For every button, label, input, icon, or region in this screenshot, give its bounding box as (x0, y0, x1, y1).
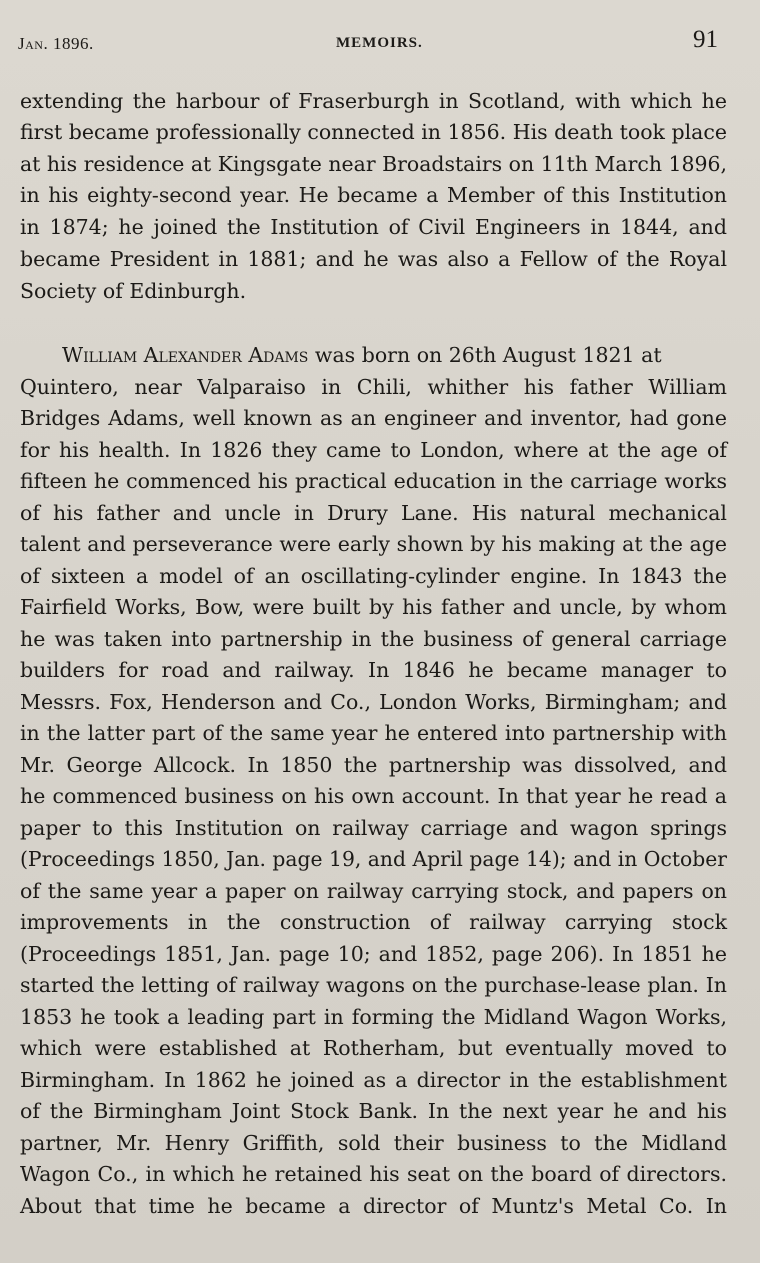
text-fragment: was born on 26th August 1821 at (308, 343, 662, 367)
text-line: talent and perseverance were early shown by his making at the age (20, 532, 727, 556)
text-line: became President in 1881; and he was also a Fellow of the Royal (20, 247, 727, 271)
text-line: at his residence at Kingsgate near Broadstairs on 11th March 1896, (20, 152, 727, 176)
text-line: Mr. George Allcock. In 1850 the partnership was dissolved, and (20, 753, 727, 777)
text-line: first became professionally connected in 1856. His death took place (20, 120, 727, 144)
text-line: (Proceedings 1850, Jan. page 19, and April page 14); and in October (20, 847, 727, 871)
text-line: extending the harbour of Fraserburgh in Scotland, with which he (20, 89, 727, 113)
text-line: fifteen he commenced his practical education in the carriage works (20, 469, 727, 493)
text-line: paper to this Institution on railway carriage and wagon springs (20, 816, 727, 840)
text-line: of the same year a paper on railway carrying stock, and papers on (20, 879, 727, 903)
text-line: Quintero, near Valparaiso in Chili, whither his father William (20, 375, 727, 399)
text-line: started the letting of railway wagons on the purchase-lease plan. In (20, 973, 727, 997)
text-line: Fairfield Works, Bow, were built by his father and uncle, by whom (20, 595, 727, 619)
paragraph-opening-line (62, 342, 727, 368)
text-line: of sixteen a model of an oscillating-cylinder engine. In 1843 the (20, 564, 727, 588)
text-line: in his eighty-second year. He became a Member of this Institution (20, 183, 727, 207)
text-line: (Proceedings 1851, Jan. page 10; and 1852, page 206). In 1851 he (20, 942, 727, 966)
text-line: Birmingham. In 1862 he joined as a director in the establishment (20, 1068, 727, 1092)
text-line: builders for road and railway. In 1846 he became manager to (20, 658, 727, 682)
text-line: in 1874; he joined the Institution of Civil Engineers in 1844, and (20, 215, 727, 239)
text-line: Society of Edinburgh. (20, 279, 247, 303)
text-line: partner, Mr. Henry Griffith, sold their business to the Midland (20, 1131, 727, 1155)
text-line: improvements in the construction of railway carrying stock (20, 910, 727, 934)
text-line: for his health. In 1826 they came to London, where at the age of (20, 438, 727, 462)
header-date: Jan. 1896. (18, 34, 94, 53)
text-line: in the latter part of the same year he entered into partnership with (20, 721, 727, 745)
header-section-title: MEMOIRS. (336, 35, 423, 51)
text-line: he commenced business on his own account. In that year he read a (20, 784, 727, 808)
text-line: 1853 he took a leading part in forming the Midland Wagon Works, (20, 1005, 727, 1029)
running-header (18, 26, 718, 56)
text-line: he was taken into partnership in the business of general carriage (20, 627, 727, 651)
text-line: which were established at Rotherham, but eventually moved to (20, 1036, 727, 1060)
text-line: Messrs. Fox, Henderson and Co., London Works, Birmingham; and (20, 690, 727, 714)
text-line: Bridges Adams, well known as an engineer and inventor, had gone (20, 406, 727, 430)
page-number: 91 (693, 26, 718, 53)
subject-name: William Alexander Adams (62, 343, 309, 367)
text-line: About that time he became a director of Muntz's Metal Co. In (20, 1194, 727, 1218)
text-line: of the Birmingham Joint Stock Bank. In the next year he and his (20, 1099, 727, 1123)
text-line: of his father and uncle in Drury Lane. His natural mechanical (20, 501, 727, 525)
text-line: Wagon Co., in which he retained his seat on the board of directors. (20, 1162, 727, 1186)
